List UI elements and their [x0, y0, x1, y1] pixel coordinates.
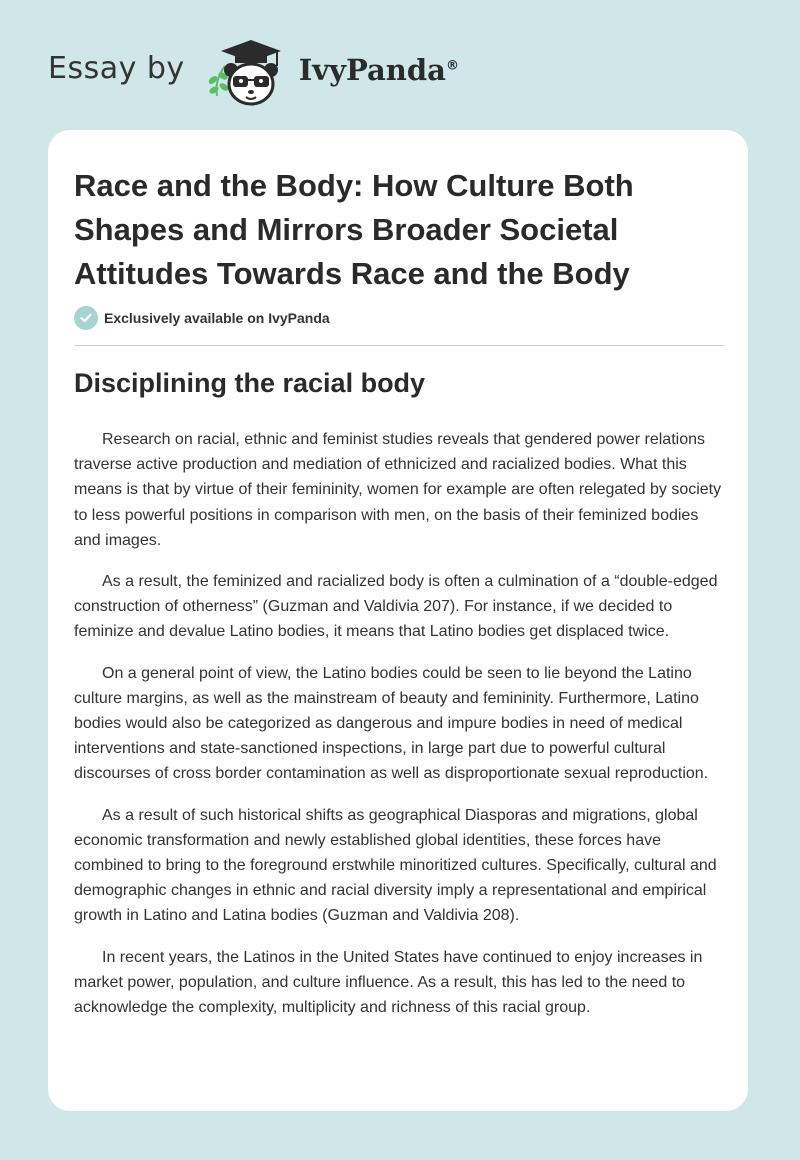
paragraph: On a general point of view, the Latino bodies could be seen to lie beyond the Latino culture margins, as well as the mainstream of beauty and femininity. Furthermore, Latino bodies would also be categorized as dangerous and impure bodies in need of medical interventions and state-sanctioned inspections, in large part due to powerful cultural discourses of cross border contamination as well as disproportionate sexual reproduction. [74, 664, 709, 783]
exclusive-badge [74, 306, 330, 330]
section-heading: Disciplining the racial body [74, 368, 426, 398]
panda-logo-icon[interactable] [203, 36, 293, 108]
essay-card [48, 130, 748, 1111]
paragraph: As a result of such historical shifts as geographical Diasporas and migrations, global economic transformation and newly established global identities, these forces have combined to bring to the foreground erstwhile minoritized cultures. Specifically, cultural and demographic changes in ethnic and racial diversity imply a representational and empirical growth in Latino and Latina bodies (Guzman and Valdivia 208). [74, 806, 717, 925]
essay-body [74, 427, 724, 1036]
check-circle-icon [74, 306, 98, 330]
paragraph: Research on racial, ethnic and feminist studies reveals that gendered power relations traverse active production and mediation of ethnicized and racialized bodies. What this means is that by virtue of their femininity, women for example are often relegated by society to less powerful positions in comparison with men, on the basis of their feminized bodies and images. [74, 431, 722, 549]
essay-title: Race and the Body: How Culture Both Shapes and Mirrors Broader Societal Attitudes Towards Race and the Body [74, 168, 634, 291]
paragraph: As a result, the feminized and racialized body is often a culmination of a “double-edged construction of otherness” (Guzman and Valdivia 207). For instance, if we decided to feminize and devalue Latino bodies, it means that Latino bodies get displaced twice. [74, 573, 718, 641]
brand-name[interactable]: IvyPanda® [298, 53, 459, 87]
registered-mark: ® [445, 58, 459, 74]
divider [74, 345, 724, 346]
exclusive-badge-label: Exclusively available on IvyPanda [104, 310, 330, 326]
site-header [48, 36, 459, 108]
essay-by-label: Essay by [48, 50, 185, 86]
paragraph: In recent years, the Latinos in the United States have continued to enjoy increases in market power, population, and culture influence. As a result, this has led to the need to acknowledge the complexity, multiplicity and richness of this racial group. [74, 948, 703, 1017]
